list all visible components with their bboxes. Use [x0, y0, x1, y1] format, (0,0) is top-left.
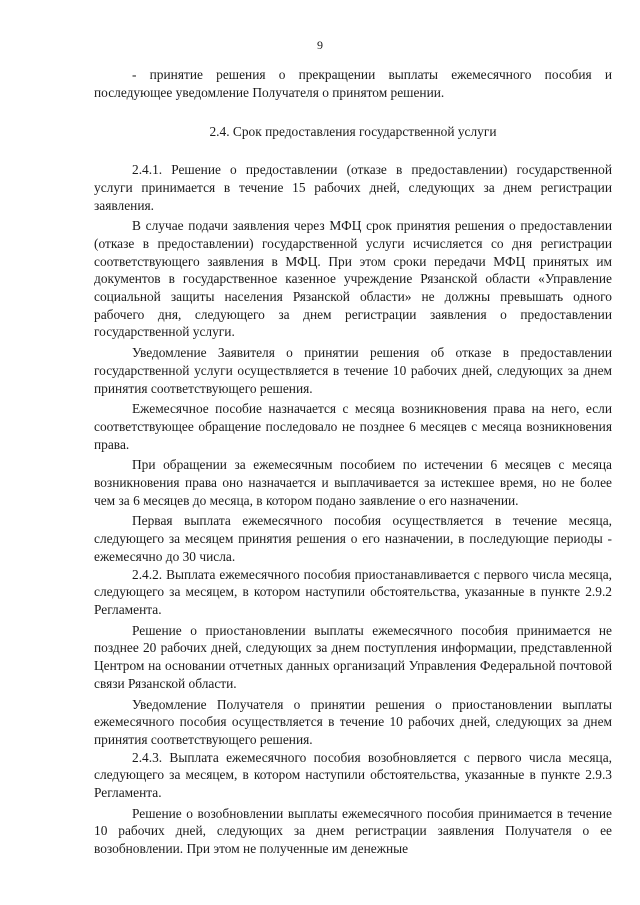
- paragraph-resumption-decision: Решение о возобновлении выплаты ежемесячного пособия принимается в течение 10 рабочих дней, следующих за днем регистрации заявления Получателя о ее возобновлении. При этом не полученные им денежные: [94, 805, 612, 857]
- paragraph-allowance-assignment: Ежемесячное пособие назначается с месяца возникновения права на него, если соответствующее обращение последовало не позднее 6 месяцев с месяца возникновения права.: [94, 401, 612, 452]
- paragraph-refusal-notification: Уведомление Заявителя о принятии решения об отказе в предоставлении государственной услуги осуществляется в течение 10 рабочих дней, следующих за днем принятия соответствующего решения.: [94, 345, 612, 396]
- paragraph-2-4-2: 2.4.2. Выплата ежемесячного пособия приостанавливается с первого числа месяца, следующего за месяцем, в котором наступили обстоятельства, указанные в пункте 2.9.2 Регламента.: [94, 566, 612, 617]
- paragraph-termination-decision: - принятие решения о прекращении выплаты ежемесячного пособия и последующее уведомление Получателя о принятом решении.: [94, 67, 612, 100]
- paragraph-late-application: При обращении за ежемесячным пособием по истечении 6 месяцев с месяца возникновения права оно назначается и выплачивается за истекшее время, но не более чем за 6 месяцев до месяца, в котором подано заявление о его назначении.: [94, 457, 612, 508]
- section-heading-2-4: 2.4. Срок предоставления государственной услуги: [209, 124, 497, 140]
- paragraph-first-payment: Первая выплата ежемесячного пособия осуществляется в течение месяца, следующего за месяцем принятия решения о его назначении, в последующие периоды - ежемесячно до 30 числа.: [94, 513, 612, 564]
- paragraph-suspension-notification: Уведомление Получателя о принятии решения о приостановлении выплаты ежемесячного пособия осуществляется в течение 10 рабочих дней, следующих за днем принятия соответствующего решения.: [94, 696, 612, 747]
- paragraph-2-4-1: 2.4.1. Решение о предоставлении (отказе в предоставлении) государственной услуги принимается в течение 15 рабочих дней, следующих за днем регистрации заявления.: [94, 162, 612, 213]
- page-number: 9: [317, 38, 323, 52]
- document-body: [94, 66, 612, 858]
- paragraph-2-4-3: 2.4.3. Выплата ежемесячного пособия возобновляется с первого числа месяца, следующего за месяцем, в котором наступили обстоятельства, указанные в пункте 2.9.3 Регламента.: [94, 749, 612, 801]
- paragraph-suspension-decision: Решение о приостановлении выплаты ежемесячного пособия принимается не позднее 20 рабочих дней, следующих за днем поступления информации, представленной Центром на основании отчетных данных организаций Управления Федеральной почтовой связи Рязанской области.: [94, 622, 612, 691]
- paragraph-mfc-application: В случае подачи заявления через МФЦ срок принятия решения о предоставлении (отказе в предоставлении) государственной услуги исчисляется со дня регистрации соответствующего заявления в МФЦ. При этом сроки передачи МФЦ принятых им документов в государственное казенное учреждение Рязанской области «Управление социальной защиты населения Рязанской области» не должны превышать одного рабочего дня, следующего за днем регистрации заявления о предоставлении государственной услуги.: [94, 218, 612, 340]
